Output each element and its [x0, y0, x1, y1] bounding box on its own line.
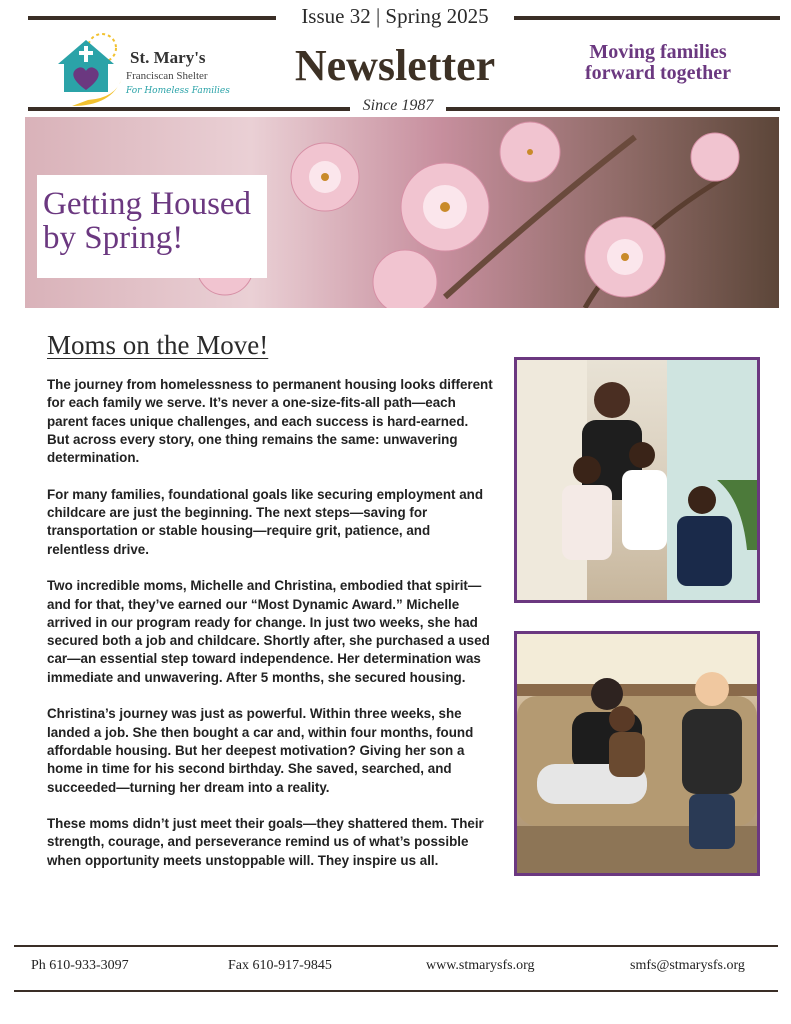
house-heart-icon — [52, 28, 128, 106]
article-paragraph: Christina’s journey was just as powerful. Within three weeks, she landed a job. She then bought a car and, within four months, found affordable housing. But her deepest motivation? Giving her son a home in time for his second birthday. She saved, searched, and succeeded—turning her dream into a reality. — [47, 706, 474, 795]
top-rule-right — [514, 16, 780, 20]
article-paragraph: The journey from homelessness to permanent housing looks different for each family we serve. It’s never a one-size-fits-all path—each parent faces unique challenges, and each success is hard-earned. But across every story, one thing remains the same: unwavering determination. — [47, 377, 493, 466]
article-heading: Moms on the Move! — [47, 330, 269, 360]
article-paragraph: These moms didn’t just meet their goals—they shattered them. Their strength, courage, and perseverance remind us of what’s possible when opportunity meets unstoppable will. They inspire us all. — [47, 816, 484, 868]
issue-label: Issue 32 | Spring 2025 — [301, 4, 489, 28]
footer-phone: Ph 610-933-3097 — [31, 958, 129, 973]
tagline — [548, 42, 768, 84]
family-photo-illustration — [517, 634, 757, 873]
article-body — [47, 376, 494, 888]
since-label: Since 1987 — [350, 97, 446, 115]
family-photo-christina — [514, 631, 760, 876]
family-photo-illustration — [517, 360, 757, 600]
family-photo-michelle — [514, 357, 760, 603]
footer-email-link[interactable]: smfs@stmarysfs.org — [630, 958, 745, 973]
logo-tagline: For Homeless Families — [126, 86, 230, 96]
tagline-line-1: Moving families — [589, 41, 727, 63]
shelter-logo — [52, 28, 232, 106]
tagline-line-2: forward together — [584, 62, 732, 84]
footer-rule-bottom — [14, 990, 778, 992]
logo-name: St. Mary's — [130, 48, 206, 67]
top-rule-left — [28, 16, 276, 20]
hero-title — [37, 175, 267, 278]
hero-title-line-2: by Spring! — [43, 220, 184, 256]
article-paragraph: For many families, foundational goals like securing employment and childcare are just the beginning. The next steps—saving for transportation or stable housing—require grit, patience, and relentless drive. — [47, 486, 484, 557]
footer-website-link[interactable]: www.stmarysfs.org — [426, 958, 535, 973]
hero-title-line-1: Getting Housed — [43, 186, 252, 222]
hero-banner — [25, 117, 779, 308]
article-paragraph: Two incredible moms, Michelle and Christina, embodied that spirit—and for that, they’ve earned our “Most Dynamic Award.” Michelle arrived in our program ready for change. In just two weeks, she had secured both a job and childcare. Shortly after, she purchased a used car—an essential step toward independence. Her determination was immediate and unwavering. After 5 months, she secured housing. — [47, 578, 490, 685]
footer-rule-top — [14, 945, 778, 947]
newsletter-title: Newsletter — [294, 41, 496, 90]
logo-subtitle: Franciscan Shelter — [126, 70, 208, 82]
footer-fax: Fax 610-917-9845 — [228, 958, 332, 973]
